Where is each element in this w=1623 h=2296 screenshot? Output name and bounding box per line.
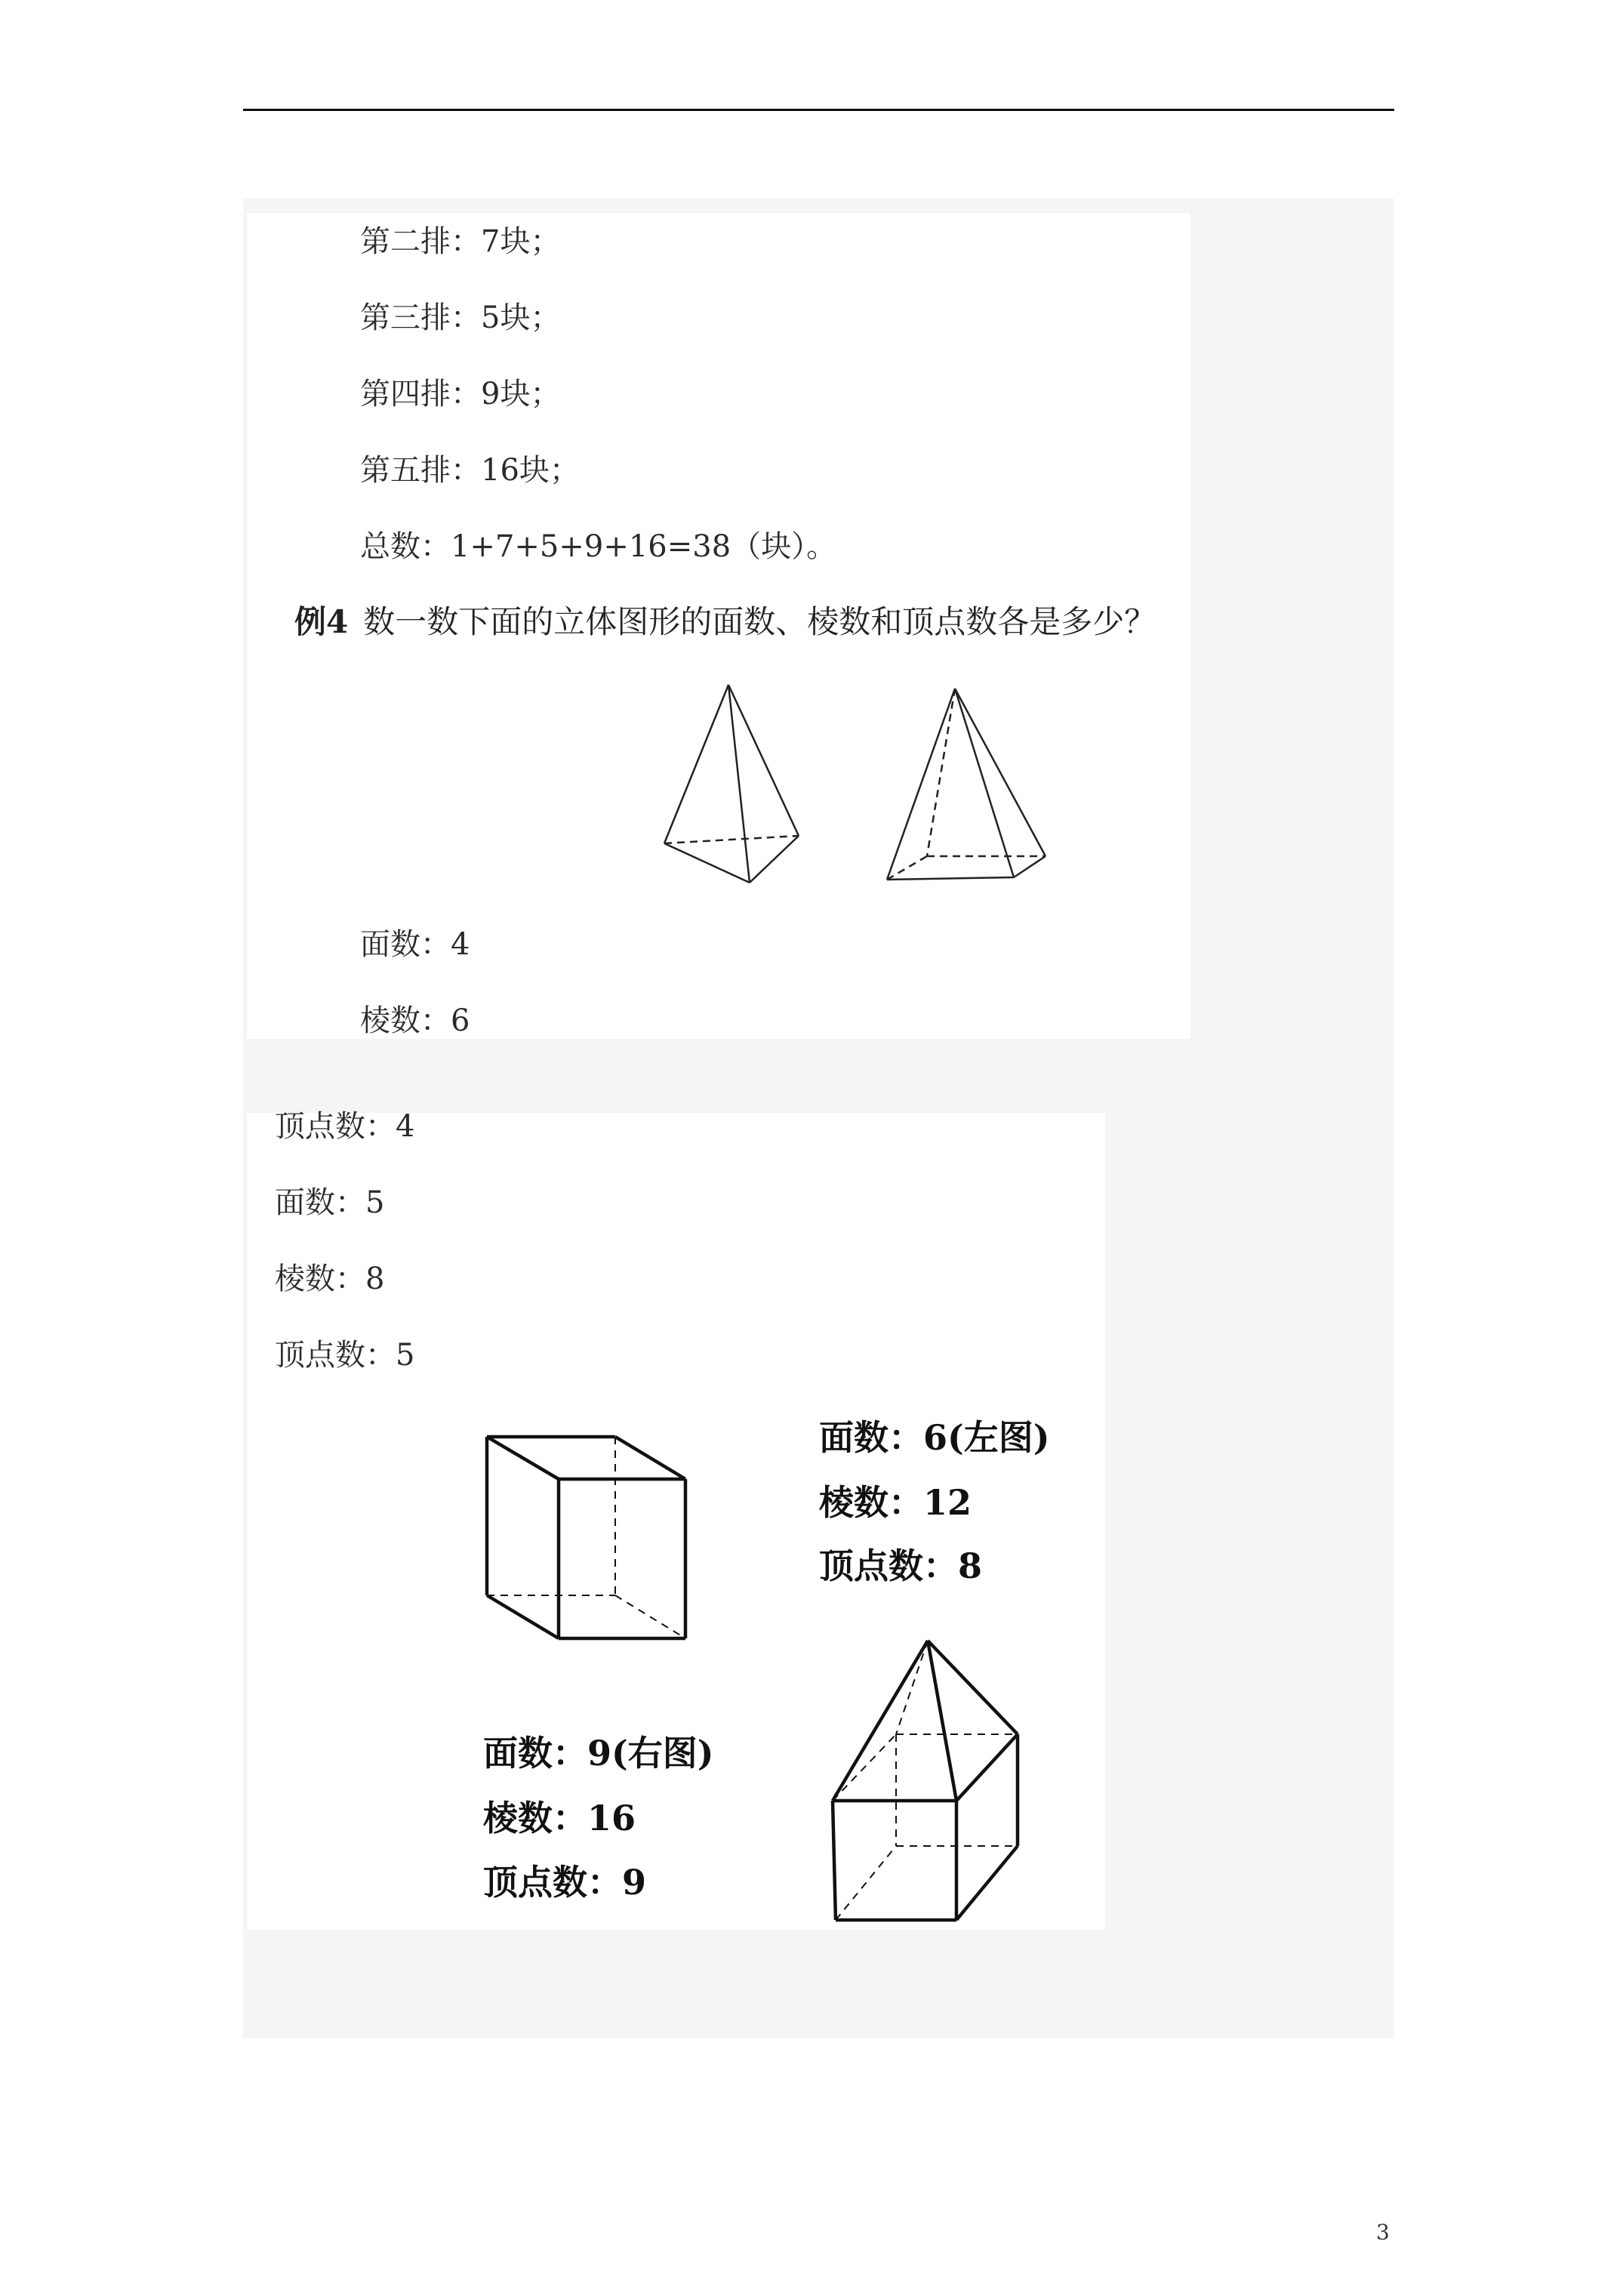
pyramid1-edge bbox=[750, 836, 799, 883]
cube-edges: 棱数：12 bbox=[819, 1482, 972, 1523]
house-hidden-edge bbox=[836, 1846, 896, 1920]
shape2-faces: 面数：5 bbox=[275, 1185, 385, 1220]
cube-edge bbox=[615, 1437, 685, 1479]
cube-vertices: 顶点数：8 bbox=[819, 1546, 983, 1586]
row-2-text: 第二排：7块； bbox=[360, 224, 561, 259]
cube-figure bbox=[483, 1431, 694, 1650]
total-text: 总数：1+7+5+9+16=38（块）。 bbox=[360, 529, 837, 564]
page-number: 3 bbox=[1376, 2220, 1390, 2245]
shape2-vertices: 顶点数：5 bbox=[275, 1338, 415, 1373]
house-edge bbox=[956, 1734, 1018, 1801]
cube-edge bbox=[487, 1437, 559, 1479]
house-edges: 棱数：16 bbox=[483, 1798, 636, 1838]
cube-edge bbox=[487, 1595, 559, 1638]
pyramid2-hidden-edge bbox=[887, 856, 927, 880]
house-edge bbox=[833, 1801, 836, 1920]
cube-faces: 面数：6(左图) bbox=[819, 1417, 1050, 1458]
pyramid1-edge bbox=[664, 685, 728, 843]
house-faces: 面数：9(右图) bbox=[483, 1733, 714, 1774]
row-4-text: 第四排：9块； bbox=[360, 377, 561, 411]
shape1-faces: 面数：4 bbox=[360, 927, 470, 962]
header-rule bbox=[243, 109, 1394, 111]
triangular-pyramid-figure bbox=[649, 676, 815, 895]
house-edge bbox=[956, 1846, 1018, 1920]
house-figure bbox=[827, 1635, 1030, 1929]
cube-hidden-edge bbox=[615, 1595, 685, 1638]
pyramid1-hidden-edge bbox=[664, 836, 799, 843]
house-vertices: 顶点数：9 bbox=[483, 1862, 647, 1903]
shape2-edges: 棱数：8 bbox=[275, 1262, 385, 1296]
example-heading bbox=[294, 603, 1156, 641]
example-label: 例4 bbox=[294, 603, 349, 640]
pyramid2-edge bbox=[1014, 856, 1046, 877]
pyramid1-edge bbox=[728, 685, 799, 836]
pyramid2-edge bbox=[887, 689, 955, 880]
pyramid1-edge bbox=[664, 843, 750, 883]
square-pyramid-figure bbox=[876, 680, 1064, 891]
pyramid2-hidden-edge bbox=[927, 689, 955, 856]
pyramid2-edge bbox=[887, 877, 1014, 880]
shape1-vertices: 顶点数：4 bbox=[275, 1109, 415, 1144]
house-edge bbox=[833, 1641, 928, 1801]
pyramid1-edge bbox=[728, 685, 750, 883]
row-3-text: 第三排：5块； bbox=[360, 300, 561, 335]
shape1-edges: 棱数：6 bbox=[360, 1003, 470, 1038]
example-question: 数一数下面的立体图形的面数、棱数和顶点数各是多少？ bbox=[363, 603, 1156, 640]
row-5-text: 第五排：16块； bbox=[360, 453, 580, 488]
